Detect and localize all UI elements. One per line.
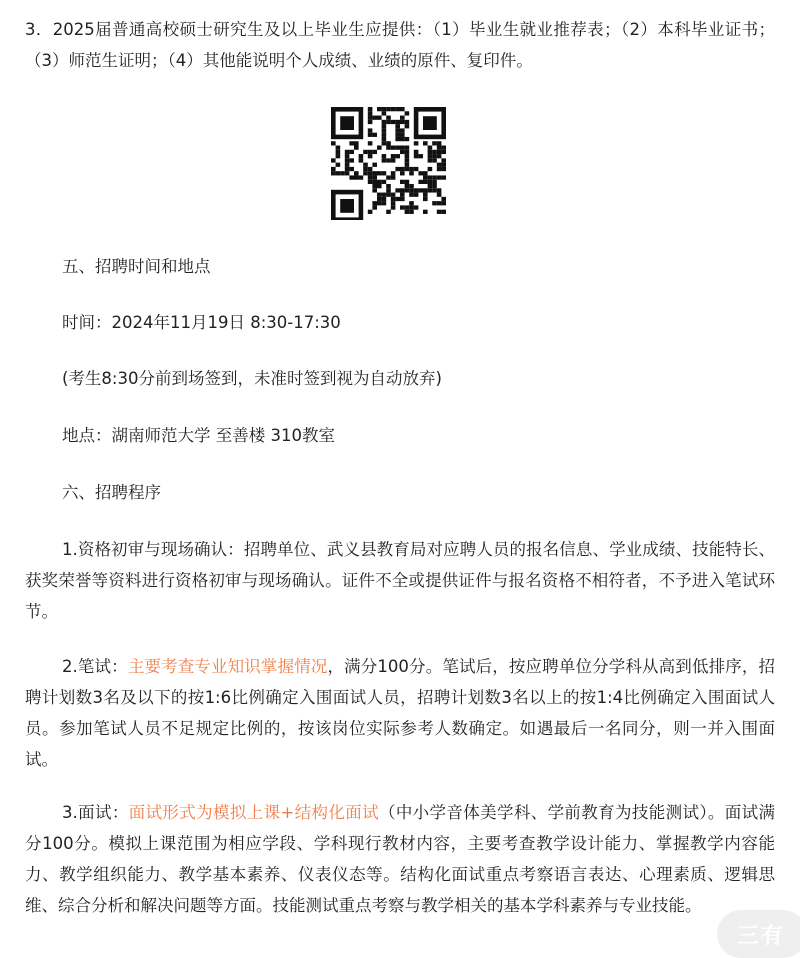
step2-highlight: 主要考查专业知识掌握情况 [127,657,328,676]
step2-text: ，满分100分。笔试后，按应聘单位分学科从高到低排序，招聘计划数3名及以下的按1:6比例确定入围面试人员，招聘计划数3名以上的按1:4比例确定入围面试人员。参加笔试人员不足规定比例的，按该岗位实际参考人数确定。如遇最后一名同分，则一并入围面试。 [25,657,775,769]
section-heading-procedure: 六、招聘程序 [62,483,161,502]
floating-action-button[interactable]: 三有 [717,910,800,958]
procedure-step-3 [25,797,775,921]
step3-label: 3.面试： [62,803,129,822]
check-in-note: (考生8:30分前到场签到，未准时签到视为自动放弃) [62,369,442,388]
step3-highlight: 面试形式为模拟上课+结构化面试 [128,803,379,822]
section-heading-time-place: 五、招聘时间和地点 [62,257,211,276]
requirement-paragraph-3: 3．2025届普通高校硕士研究生及以上毕业生应提供：（1）毕业生就业推荐表；（2）本科毕业证书；（3）师范生证明；（4）其他能说明个人成绩、业绩的原件、复印件。 [25,20,775,70]
step2-label: 2.笔试： [62,657,128,676]
step3-text: （中小学音体美学科、学前教育为技能测试）。面试满分100分。模拟上课范围为相应学段、学科现行教材内容，主要考查教学设计能力、掌握教学内容能力、教学组织能力、教学基本素养、仪表仪态等。结构化面试重点考察语言表达、心理素质、逻辑思维、综合分析和解决问题等方面。技能测试重点考察与教学相关的基本学科素养与专业技能。 [25,803,776,915]
procedure-step-2 [25,651,775,775]
qr-code-icon [329,105,463,220]
procedure-step-1: 1.资格初审与现场确认：招聘单位、武义县教育局对应聘人员的报名信息、学业成绩、技能特长、获奖荣誉等资料进行资格初审与现场确认。证件不全或提供证件与报名资格不相符者，不予进入笔试环节。 [25,540,775,621]
interview-time: 时间：2024年11月19日 8:30-17:30 [62,313,341,332]
interview-location: 地点：湖南师范大学 至善楼 310教室 [62,426,335,445]
